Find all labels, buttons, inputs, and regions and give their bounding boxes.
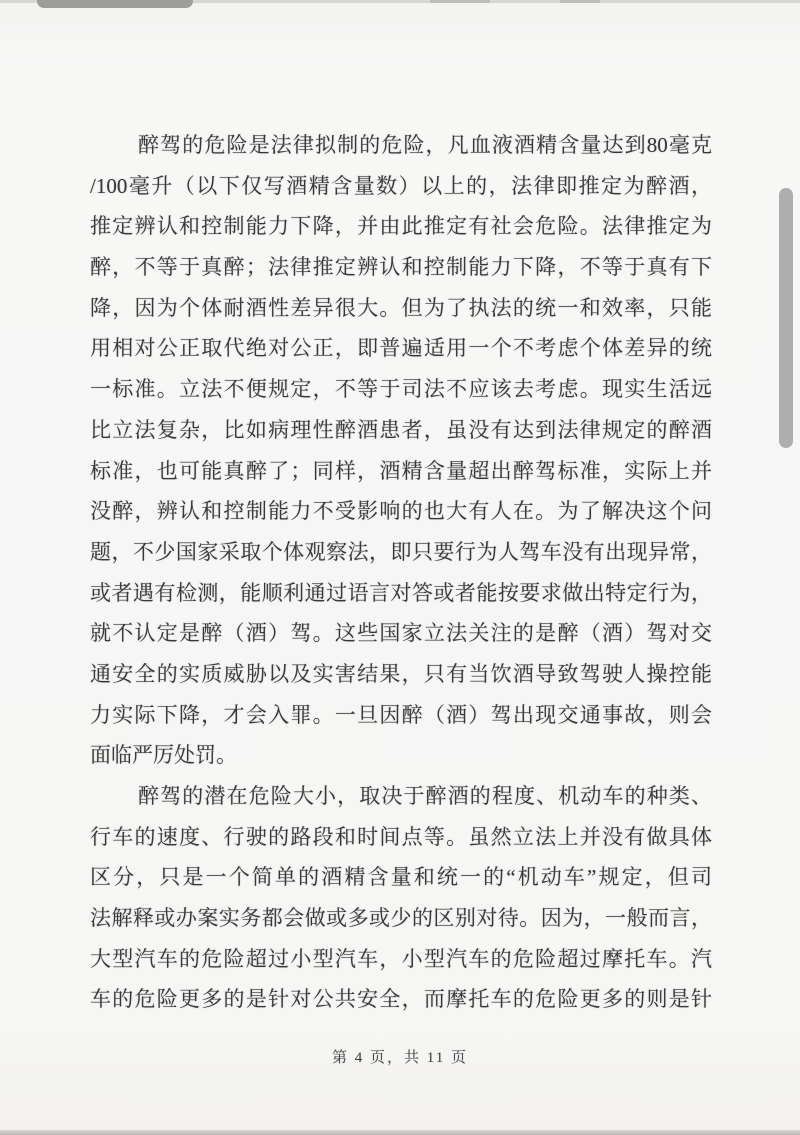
text-line: 醉，不等于真醉；法律推定辨认和控制能力下降，不等于真有下 <box>90 255 712 280</box>
text-line: 比立法复杂，比如病理性醉酒患者，虽没有达到法律规定的醉酒 <box>90 417 712 442</box>
top-edge-mark <box>560 0 600 3</box>
text-line: /100毫升（以下仅写酒精含量数）以上的，法律即推定为醉酒， <box>90 173 712 198</box>
text-line: 或者遇有检测，能顺利通过语言对答或者能按要求做出特定行为， <box>90 580 712 605</box>
document-body <box>90 125 712 1020</box>
text-line: 通安全的实质威胁以及实害结果，只有当饮酒导致驾驶人操控能 <box>90 661 712 686</box>
text-line: 面临严厉处罚。 <box>90 743 237 768</box>
text-line: 行车的速度、行驶的路段和时间点等。虽然立法上并没有做具体 <box>90 824 712 849</box>
text-line: 车的危险更多的是针对公共安全，而摩托车的危险更多的则是针 <box>90 987 712 1012</box>
page-bottom-edge <box>0 1130 800 1135</box>
text-line: 降，因为个体耐酒性差异很大。但为了执法的统一和效率，只能 <box>90 295 712 320</box>
text-line: 推定辨认和控制能力下降，并由此推定有社会危险。法律推定为 <box>90 214 712 239</box>
text-line: 就不认定是醉（酒）驾。这些国家立法关注的是醉（酒）驾对交 <box>90 621 712 646</box>
scrollbar-thumb[interactable] <box>779 188 793 448</box>
page-number-footer: 第 4 页，共 11 页 <box>332 1050 468 1066</box>
text-line: 题，不少国家采取个体观察法，即只要行为人驾车没有出现异常， <box>90 539 712 564</box>
text-line: 力实际下降，才会入罪。一旦因醉（酒）驾出现交通事故，则会 <box>90 702 712 727</box>
text-line: 法解释或办案实务都会做或多或少的区别对待。因为，一般而言， <box>90 906 712 931</box>
text-line: 一标准。立法不便规定，不等于司法不应该去考虑。现实生活远 <box>90 377 712 402</box>
text-line: 用相对公正取代绝对公正，即普遍适用一个不考虑个体差异的统 <box>90 336 712 361</box>
top-edge-tab <box>37 0 193 8</box>
text-line: 区分，只是一个简单的酒精含量和统一的“机动车”规定，但司 <box>90 865 712 890</box>
text-line: 大型汽车的危险超过小型汽车，小型汽车的危险超过摩托车。汽 <box>90 946 712 971</box>
top-edge-mark <box>430 0 490 3</box>
text-line: 标准，也可能真醉了；同样，酒精含量超出醉驾标准，实际上并 <box>90 458 712 483</box>
text-line: 醉驾的潜在危险大小，取决于醉酒的程度、机动车的种类、 <box>138 784 712 808</box>
text-line: 没醉，辨认和控制能力不受影响的也大有人在。为了解决这个问 <box>90 499 712 524</box>
text-line: 醉驾的危险是法律拟制的危险，凡血液酒精含量达到80毫克 <box>138 133 712 157</box>
